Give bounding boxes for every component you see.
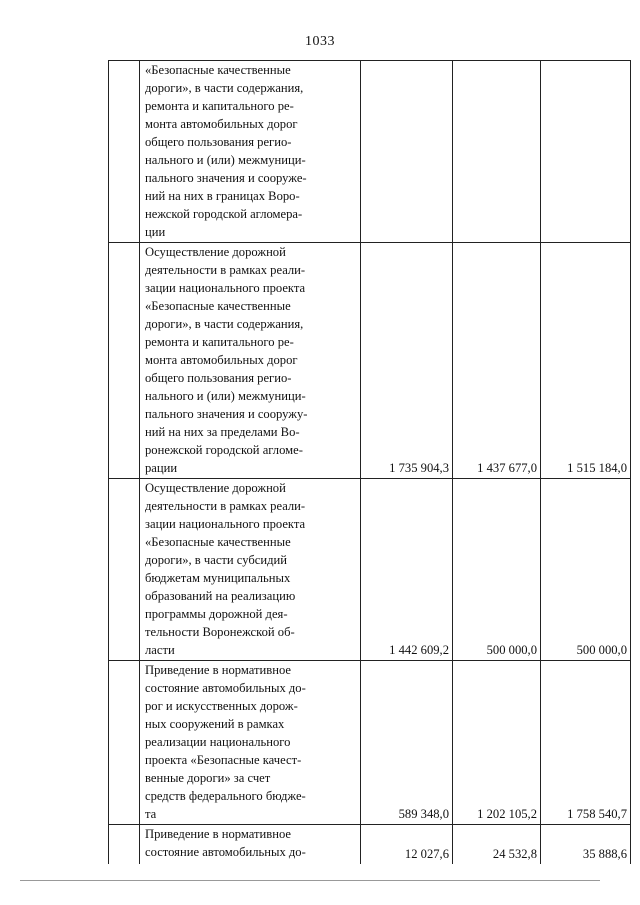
table-row [109, 825, 631, 865]
value-cell-2: 500 000,0 [453, 479, 541, 661]
value-cell-3: 35 888,6 [541, 825, 631, 865]
name-cell: Приведение в нормативное состояние автомобильных до- [140, 825, 361, 865]
name-cell: Осуществление дорожной деятельности в рамках реали- зации национального проекта «Безопасные качественные дороги», в части содержания, ремонта и капитального ре- монта автомобильных дорог общего пользования регио- нального и (или) межмуници- пального значения и сооружу- ний на них за пределами Во- ронежской городской агломе- рации [140, 243, 361, 479]
value-cell-3: 500 000,0 [541, 479, 631, 661]
name-cell: Приведение в нормативное состояние автомобильных до- рог и искусственных дорож- ных сооружений в рамках реализации национального проекта «Безопасные качест- венные дороги» за счет средств федерального бюдже- та [140, 661, 361, 825]
budget-table [108, 60, 631, 864]
value-cell-1 [361, 61, 453, 243]
index-cell [109, 825, 140, 865]
index-cell [109, 61, 140, 243]
table-row [109, 243, 631, 479]
value-cell-2: 1 437 677,0 [453, 243, 541, 479]
table-row [109, 661, 631, 825]
value-cell-1: 589 348,0 [361, 661, 453, 825]
value-cell-3: 1 758 540,7 [541, 661, 631, 825]
index-cell [109, 661, 140, 825]
value-cell-1: 1 442 609,2 [361, 479, 453, 661]
index-cell [109, 243, 140, 479]
value-cell-3 [541, 61, 631, 243]
name-cell: «Безопасные качественные дороги», в части содержания, ремонта и капитального ре- монта автомобильных дорог общего пользования регио- нального и (или) межмуници- пального значения и сооруже- ний на них в границах Воро- нежской городской агломера- ции [140, 61, 361, 243]
page-number: 1033 [305, 34, 335, 49]
value-cell-1: 1 735 904,3 [361, 243, 453, 479]
table-row [109, 479, 631, 661]
value-cell-1: 12 027,6 [361, 825, 453, 865]
value-cell-3: 1 515 184,0 [541, 243, 631, 479]
index-cell [109, 479, 140, 661]
value-cell-2: 24 532,8 [453, 825, 541, 865]
footer-divider [20, 880, 600, 881]
value-cell-2: 1 202 105,2 [453, 661, 541, 825]
table-row [109, 61, 631, 243]
name-cell: Осуществление дорожной деятельности в рамках реали- зации национального проекта «Безопасные качественные дороги», в части субсидий бюджетам муниципальных образований на реализацию программы дорожной дея- тельности Воронежской об- ласти [140, 479, 361, 661]
value-cell-2 [453, 61, 541, 243]
